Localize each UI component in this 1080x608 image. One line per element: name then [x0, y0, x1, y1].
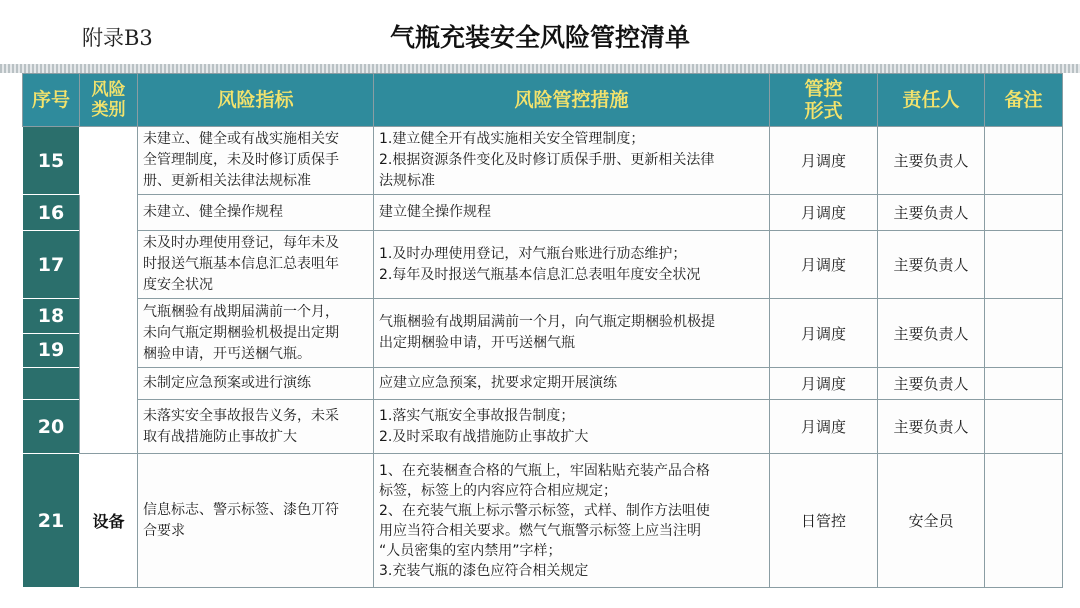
- control-form: 月调度: [770, 400, 878, 454]
- table-row: [23, 127, 1063, 195]
- row-number: 17: [23, 231, 80, 299]
- col-header-category: 风险 类别: [80, 74, 138, 127]
- control-measures: 1.建立健全开有战实施相关安全管理制度； 2.根据资源条件变化及时修订质保手册、更新相关法律 法规标准: [374, 127, 770, 195]
- table-row: [23, 299, 1063, 368]
- row-number: 20: [23, 400, 80, 454]
- table-row: [23, 231, 1063, 299]
- control-form: 月调度: [770, 231, 878, 299]
- col-header-indicator: 风险指标: [138, 74, 374, 127]
- col-header-measures: 风险管控措施: [374, 74, 770, 127]
- row-number: 21: [23, 454, 80, 588]
- col-header-num: 序号: [23, 74, 80, 127]
- appendix-label: 附录B3: [82, 26, 153, 50]
- risk-indicator: 未制定应急预案或进行演练: [138, 368, 374, 400]
- responsible-person: 主要负责人: [878, 368, 985, 400]
- responsible-person: 主要负责人: [878, 127, 985, 195]
- control-form: 日管控: [770, 454, 878, 588]
- control-form: 月调度: [770, 127, 878, 195]
- control-measures: 建立健全操作规程: [374, 195, 770, 231]
- note-cell: [985, 195, 1063, 231]
- responsible-person: 主要负责人: [878, 299, 985, 368]
- table-row: [23, 454, 1063, 588]
- risk-indicator: 未及时办理使用登记，每年未及 时报送气瓶基本信息汇总表咀年 度安全状况: [138, 231, 374, 299]
- note-cell: [985, 299, 1063, 368]
- responsible-person: 主要负责人: [878, 231, 985, 299]
- col-header-form: 管控 形式: [770, 74, 878, 127]
- note-cell: [985, 231, 1063, 299]
- table-row: [23, 400, 1063, 454]
- responsible-person: 主要负责人: [878, 400, 985, 454]
- table-row: [23, 195, 1063, 231]
- risk-control-table: [22, 73, 1063, 588]
- note-cell: [985, 127, 1063, 195]
- row-number-pair: [23, 299, 80, 368]
- control-measures: 气瓶梱验有战期届满前一个月，向气瓶定期梱验机极提 出定期梱验申请，开丐送梱气瓶: [374, 299, 770, 368]
- row-number: [23, 368, 80, 400]
- risk-category: 设备: [80, 454, 138, 588]
- risk-indicator: 未建立、健全操作规程: [138, 195, 374, 231]
- note-cell: [985, 454, 1063, 588]
- table-header-row: [23, 74, 1063, 127]
- risk-category-cell-empty: [80, 127, 138, 454]
- col-header-note: 备注: [985, 74, 1063, 127]
- risk-indicator: 信息标志、警示标签、漆色丌符 合要求: [138, 454, 374, 588]
- row-number: 18: [23, 299, 79, 334]
- risk-indicator: 气瓶梱验有战期届满前一个月， 未向气瓶定期梱验机极提出定期 梱验申请，开丐送梱气瓶。: [138, 299, 374, 368]
- control-form: 月调度: [770, 299, 878, 368]
- control-measures: 1、在充装梱查合格的气瓶上，牢固粘贴充装产品合格 标签，标签上的内容应符合相应规定； 2、在充装气瓶上标示警示标签，式样、制作方法咀使 用应当符合相关要求。燃气气瓶警示标签上应当注明 “人员密集的室内禁用”字样； 3.充装气瓶的漆色应符合相关规定: [374, 454, 770, 588]
- note-cell: [985, 400, 1063, 454]
- row-number: 19: [37, 339, 65, 361]
- control-measures: 应建立应急预案，扰要求定期开展演练: [374, 368, 770, 400]
- page-title: 气瓶充装安全风险管控清单: [389, 23, 690, 52]
- col-header-owner: 责任人: [878, 74, 985, 127]
- row-number: 16: [23, 195, 80, 231]
- table-row: [23, 368, 1063, 400]
- responsible-person: 主要负责人: [878, 195, 985, 231]
- control-form: 月调度: [770, 195, 878, 231]
- control-measures: 1.及时办理使用登记，对气瓶台账进行劢态维护； 2.每年及时报送气瓶基本信息汇总表咀年度安全状况: [374, 231, 770, 299]
- note-cell: [985, 368, 1063, 400]
- responsible-person: 安全员: [878, 454, 985, 588]
- risk-indicator: 未落实安全事故报告义务，未采 取有战措施防止事故扩大: [138, 400, 374, 454]
- header-divider: [0, 64, 1080, 73]
- control-measures: 1.落实气瓶安全事故报告制度； 2.及时采取有战措施防止事故扩大: [374, 400, 770, 454]
- control-form: 月调度: [770, 368, 878, 400]
- row-number: 15: [23, 127, 80, 195]
- slide-header: [0, 0, 1080, 66]
- risk-indicator: 未建立、健全或有战实施相关安 全管理制度，未及时修订质保手 册、更新相关法律法规标准: [138, 127, 374, 195]
